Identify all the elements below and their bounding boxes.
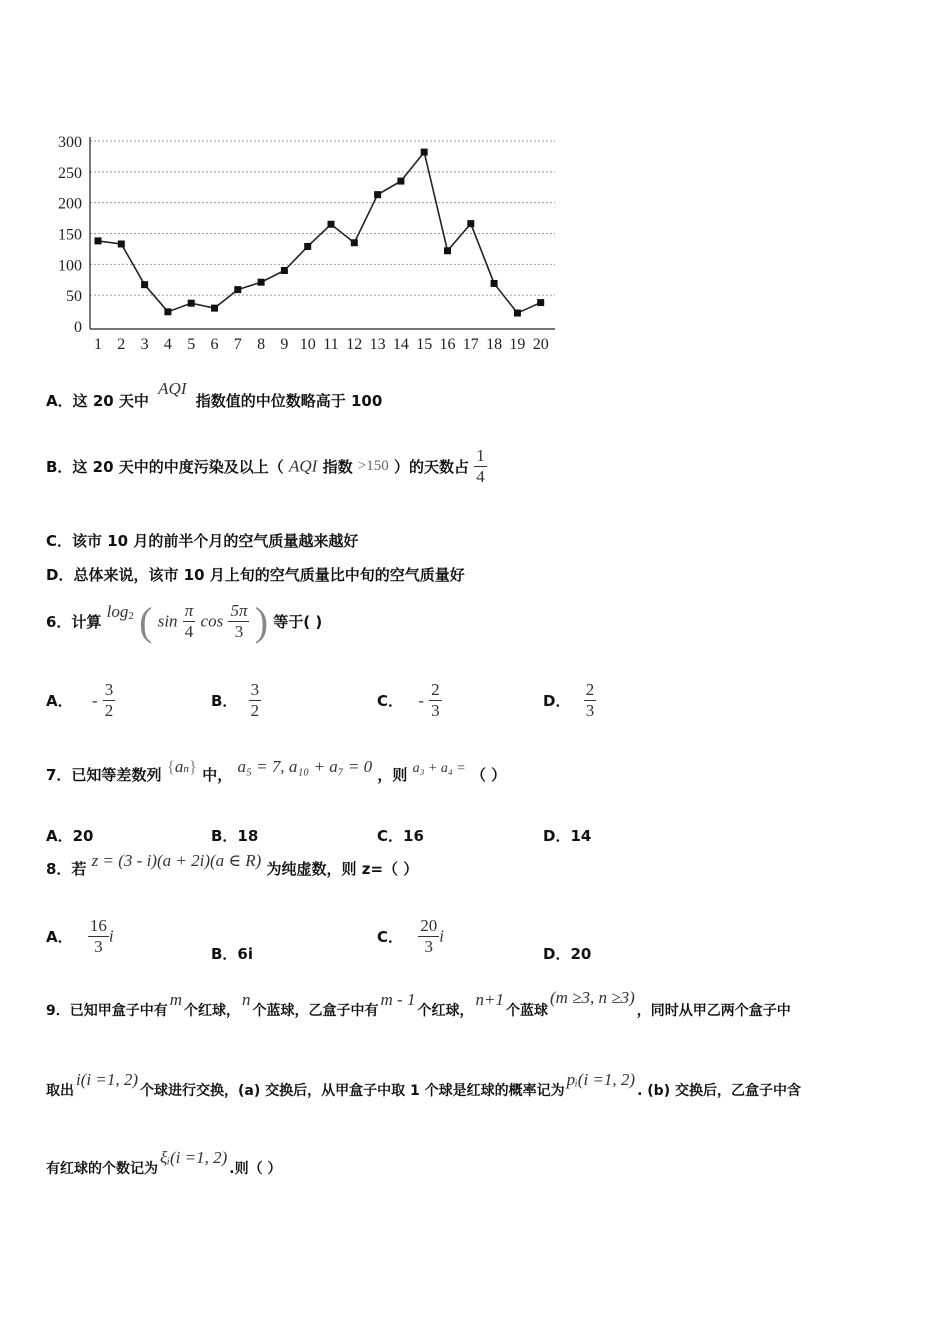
x-tick-label: 15 (416, 336, 433, 353)
q6-stem (46, 598, 322, 645)
aqi-line-chart (40, 125, 570, 360)
q5-b-math: AQI (289, 456, 318, 476)
q8-a-tail: i (108, 926, 114, 946)
q6-five-pi: 5π (230, 601, 248, 620)
x-tick-label: 2 (117, 336, 126, 353)
q9-ii: i(i =1, 2) (76, 1070, 138, 1089)
q8-c-den: 3 (424, 937, 433, 956)
q7-brace: {an} (166, 756, 198, 776)
q6-c-label: C． (377, 692, 404, 710)
q6-b-num: 3 (250, 680, 260, 699)
q9-xi: ξᵢ(i =1, 2) (160, 1148, 228, 1167)
data-point (491, 280, 498, 287)
x-tick-label: 13 (369, 336, 386, 353)
q8-a-label: A． (46, 928, 73, 946)
q6-d-den: 3 (585, 701, 595, 720)
q8-c-frac (418, 916, 439, 957)
x-tick-label: 5 (187, 336, 196, 353)
q7-ask: a₃ + a₄ = (412, 760, 466, 776)
q9-l1-d: 个红球， (417, 1003, 474, 1019)
x-tick-label: 19 (509, 336, 526, 353)
q8-a-frac (88, 916, 109, 957)
q6-d-num: 2 (585, 680, 595, 699)
q6-stem-prefix: 6．计算 (46, 613, 102, 631)
q8-option-c (377, 916, 444, 957)
x-tick-label: 11 (323, 336, 339, 353)
data-point (188, 300, 195, 307)
q9-l2-c: . (b) 交换后，乙盒子中含 (637, 1083, 801, 1099)
q9-m: m (169, 990, 183, 1009)
q9-n1: n+1 (475, 990, 504, 1009)
q6-option-d (543, 680, 596, 721)
y-tick-label: 300 (58, 134, 82, 151)
y-tick-label: 0 (74, 319, 82, 336)
q6-stem-suffix: 等于( ) (273, 613, 323, 631)
q8-c-num: 20 (420, 916, 438, 935)
data-point (421, 149, 428, 156)
q6-a-num: 3 (104, 680, 114, 699)
y-tick-label: 250 (58, 164, 82, 182)
q7-cond: a₅ = 7, a₁₀ + a₇ = 0 (237, 756, 373, 776)
q5-a-rest: 指数值的中位数略高于 100 (195, 392, 383, 410)
q7-option-b: B．18 (211, 827, 259, 845)
q7-blank: （ ） (470, 766, 507, 784)
data-point (537, 299, 544, 306)
q6-c-frac (429, 680, 442, 721)
q6-c-den: 3 (431, 701, 440, 720)
q7-option-d: D．14 (543, 827, 592, 845)
q9-l2-a: 取出 (46, 1083, 74, 1099)
q9-line-1 (46, 988, 791, 1020)
q8-stem (46, 850, 419, 879)
q5-b-fraction (474, 446, 487, 487)
q8-option-b: B．6i (211, 945, 254, 963)
q9-l3-a: 有红球的个数记为 (46, 1161, 158, 1177)
q8-expr: z = (3 - i)(a + 2i)(a ∈ R) (91, 850, 262, 870)
q5-option-c: C．该市 10 月的前半个月的空气质量越来越好 (46, 532, 359, 550)
q6-c-sign: - (418, 690, 424, 710)
data-point (467, 220, 474, 227)
q5-a-label: A．这 20 天中 (46, 392, 149, 410)
q6-d-label: D． (543, 692, 571, 710)
q9-l1-f: ，同时从甲乙两个盒子中 (636, 1003, 791, 1019)
q9-line-3 (46, 1148, 282, 1178)
data-point (397, 178, 404, 185)
q9-cond: (m ≥3, n ≥3) (549, 988, 635, 1007)
data-point (164, 308, 171, 315)
data-point (258, 279, 265, 286)
aqi-series-line (98, 152, 541, 313)
q7-option-c: C．16 (377, 827, 424, 845)
q9-l1-c: 个蓝球，乙盒子中有 (252, 1003, 379, 1019)
q6-d-frac (584, 680, 597, 721)
q6-b-frac (249, 680, 262, 721)
q9-m1: m - 1 (380, 990, 416, 1009)
y-tick-label: 50 (66, 288, 82, 306)
q9-l2-b: 个球进行交换，(a) 交换后，从甲盒子中取 1 个球是红球的概率记为 (140, 1083, 565, 1099)
q7-seq-sub: n (183, 762, 189, 775)
data-point (328, 221, 335, 228)
x-tick-label: 6 (210, 336, 219, 353)
q5-b-rest: ）的天数占 (394, 458, 470, 476)
y-tick-label: 200 (58, 195, 82, 213)
q6-pi: π (184, 601, 194, 620)
q6-four: 4 (184, 622, 194, 641)
x-tick-label: 14 (392, 336, 409, 353)
data-point (95, 237, 102, 244)
q6-a-den: 2 (104, 701, 114, 720)
q6-log: log (106, 601, 129, 621)
q8-stem-prefix: 8．若 (46, 860, 87, 878)
data-point (211, 305, 218, 312)
q8-option-a (46, 916, 114, 957)
q5-option-a (46, 379, 383, 411)
q6-cos: cos (200, 611, 224, 631)
x-tick-label: 12 (346, 336, 363, 353)
q9-l3-b: .则（ ） (229, 1161, 282, 1177)
x-tick-label: 17 (462, 336, 479, 353)
q6-option-b (211, 680, 261, 721)
data-point (444, 247, 451, 254)
q8-c-tail: i (439, 926, 444, 946)
q7-stem (46, 756, 507, 785)
q6-c-num: 2 (431, 680, 440, 699)
y-tick-label: 150 (58, 226, 82, 244)
q8-stem-suffix: 为纯虚数，则 z=（ ） (266, 860, 419, 878)
q9-line-2 (46, 1070, 801, 1100)
q6-three: 3 (234, 622, 244, 641)
data-point (374, 191, 381, 198)
y-tick-label: 100 (58, 257, 82, 275)
x-tick-label: 1 (94, 336, 102, 353)
q8-c-label: C． (377, 928, 404, 946)
q6-b-den: 2 (250, 701, 260, 720)
q6-b-label: B． (211, 692, 238, 710)
data-point (141, 281, 148, 288)
q9-n: n (242, 990, 251, 1009)
q6-paren-left: ( (139, 599, 153, 644)
q6-paren-right: ) (254, 599, 269, 644)
q6-log-base: 2 (128, 609, 134, 622)
q7-seq: a (174, 756, 184, 776)
q6-frac-5pi-3 (228, 601, 249, 642)
data-point (281, 267, 288, 274)
x-tick-label: 4 (163, 336, 172, 353)
data-point (118, 240, 125, 247)
x-tick-label: 18 (486, 336, 503, 353)
x-tick-label: 10 (299, 336, 316, 353)
q6-a-label: A． (46, 692, 73, 710)
q9-l1-b: 个红球， (184, 1003, 241, 1019)
q5-b-frac-num: 1 (476, 446, 485, 465)
q8-a-den: 3 (94, 937, 103, 956)
q5-option-d: D．总体来说，该市 10 月上旬的空气质量比中旬的空气质量好 (46, 566, 465, 584)
x-tick-label: 8 (257, 336, 266, 353)
q5-a-math: AQI (158, 379, 187, 398)
q9-pi: pᵢ(i =1, 2) (566, 1070, 636, 1089)
q6-a-sign: - (91, 690, 98, 710)
q7-then: ，则 (377, 766, 408, 784)
q8-a-num: 16 (89, 916, 107, 935)
data-point (514, 310, 521, 317)
q5-b-mid: 指数 (322, 458, 353, 476)
q6-option-c (377, 680, 442, 721)
q6-frac-pi-4 (183, 601, 196, 642)
data-point (234, 286, 241, 293)
x-tick-label: 20 (532, 336, 549, 353)
q7-mid: 中， (202, 766, 233, 784)
q9-l1-e: 个蓝球 (505, 1003, 548, 1019)
x-tick-label: 7 (233, 336, 242, 353)
q5-b-frac-den: 4 (476, 467, 485, 486)
q5-b-label: B．这 20 天中的中度污染及以上（ (46, 458, 284, 476)
q5-option-b (46, 446, 487, 487)
q5-b-cond: >150 (357, 458, 389, 474)
x-tick-label: 9 (280, 336, 289, 353)
q8-option-d: D．20 (543, 945, 592, 963)
x-tick-label: 3 (140, 336, 149, 353)
q6-option-a (46, 680, 115, 721)
data-point (304, 243, 311, 250)
q6-sin: sin (157, 611, 178, 631)
data-point (351, 239, 358, 246)
q7-option-a: A．20 (46, 827, 94, 845)
x-tick-label: 16 (439, 336, 456, 353)
q7-stem-prefix: 7．已知等差数列 (46, 766, 162, 784)
q6-a-frac (103, 680, 116, 721)
q9-l1-a: 9．已知甲盒子中有 (46, 1003, 168, 1019)
